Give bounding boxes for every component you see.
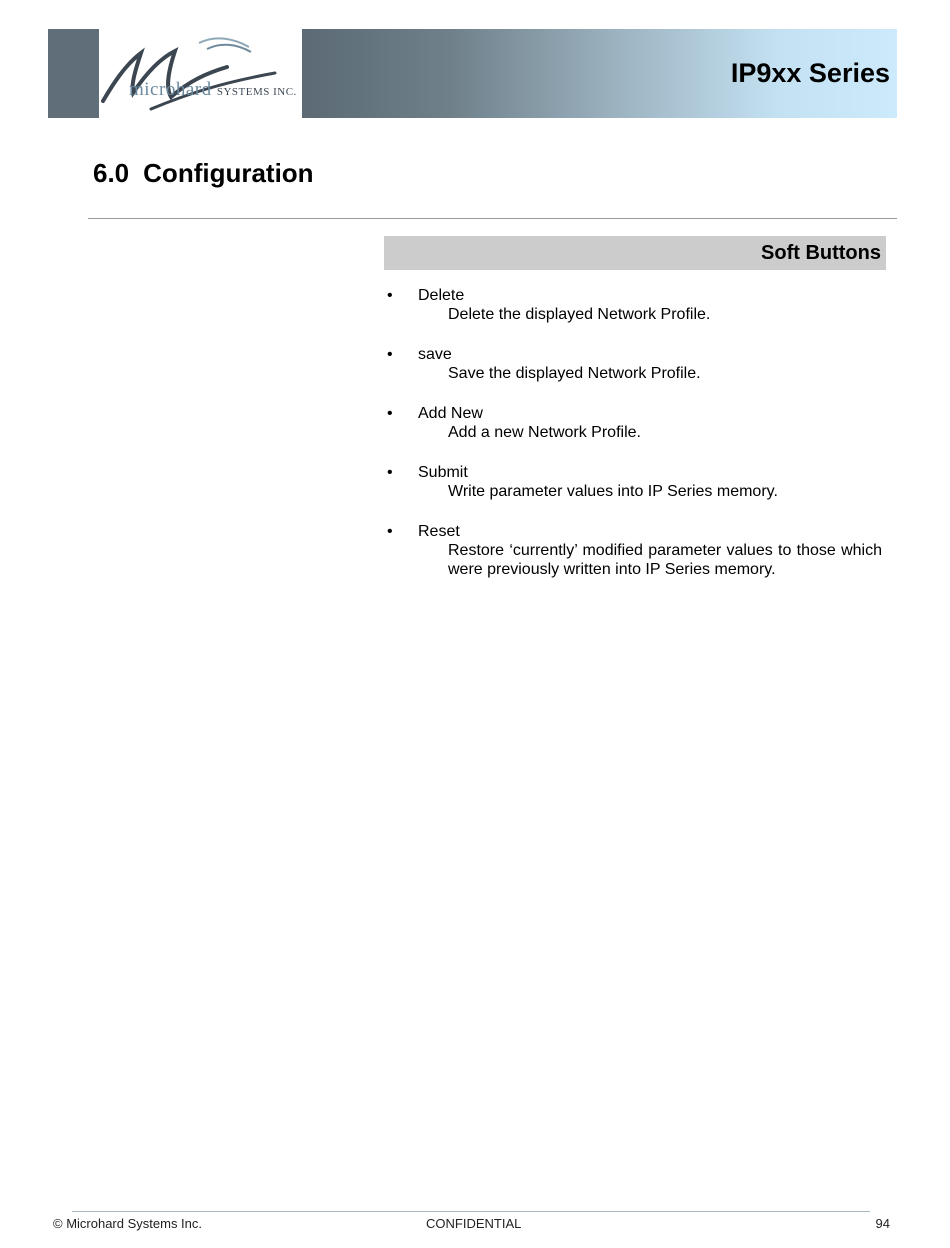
soft-buttons-title: Soft Buttons: [761, 241, 881, 264]
item-description: Add a new Network Profile.: [448, 424, 641, 441]
bullet-icon: •: [387, 464, 393, 481]
footer-confidential: CONFIDENTIAL: [426, 1216, 522, 1231]
item-description: Delete the displayed Network Profile.: [448, 306, 711, 323]
bullet-icon: •: [387, 346, 393, 363]
logo-sub-text: SYSTEMS INC.: [216, 86, 297, 98]
item-label: Delete: [418, 287, 465, 304]
page-title: [93, 158, 314, 189]
soft-buttons-list: [384, 286, 882, 600]
bullet-icon: •: [387, 523, 393, 540]
logo-m-icon: [99, 29, 302, 118]
heading-divider: [88, 218, 897, 219]
list-item: [384, 345, 882, 383]
company-logo: [99, 29, 302, 118]
section-number: 6.0: [93, 158, 130, 188]
item-label: save: [418, 346, 452, 363]
header-gradient-band: [302, 29, 897, 118]
soft-buttons-header: [384, 236, 886, 270]
item-label: Reset: [418, 523, 460, 540]
item-label: Add New: [418, 405, 483, 422]
header-dark-block: [48, 29, 99, 118]
item-description: Write parameter values into IP Series memory.: [448, 483, 778, 500]
list-item: [384, 286, 882, 324]
logo-main-text: microhard: [129, 79, 212, 100]
page-header: [48, 29, 897, 118]
logo-wordmark: [129, 79, 297, 101]
list-item: [384, 522, 882, 579]
page-number: 94: [875, 1216, 890, 1231]
item-description: Save the displayed Network Profile.: [448, 365, 701, 382]
item-description: Restore ‘currently’ modified parameter values to those which were previously written into IP Series memory.: [448, 542, 882, 578]
footer-copyright: © Microhard Systems Inc.: [53, 1216, 203, 1231]
list-item: [384, 463, 882, 501]
list-item: [384, 404, 882, 442]
footer-divider: [72, 1211, 870, 1212]
bullet-icon: •: [387, 287, 393, 304]
section-title: Configuration: [143, 158, 314, 188]
item-label: Submit: [418, 464, 468, 481]
series-title: IP9xx Series: [730, 58, 890, 88]
bullet-icon: •: [387, 405, 393, 422]
